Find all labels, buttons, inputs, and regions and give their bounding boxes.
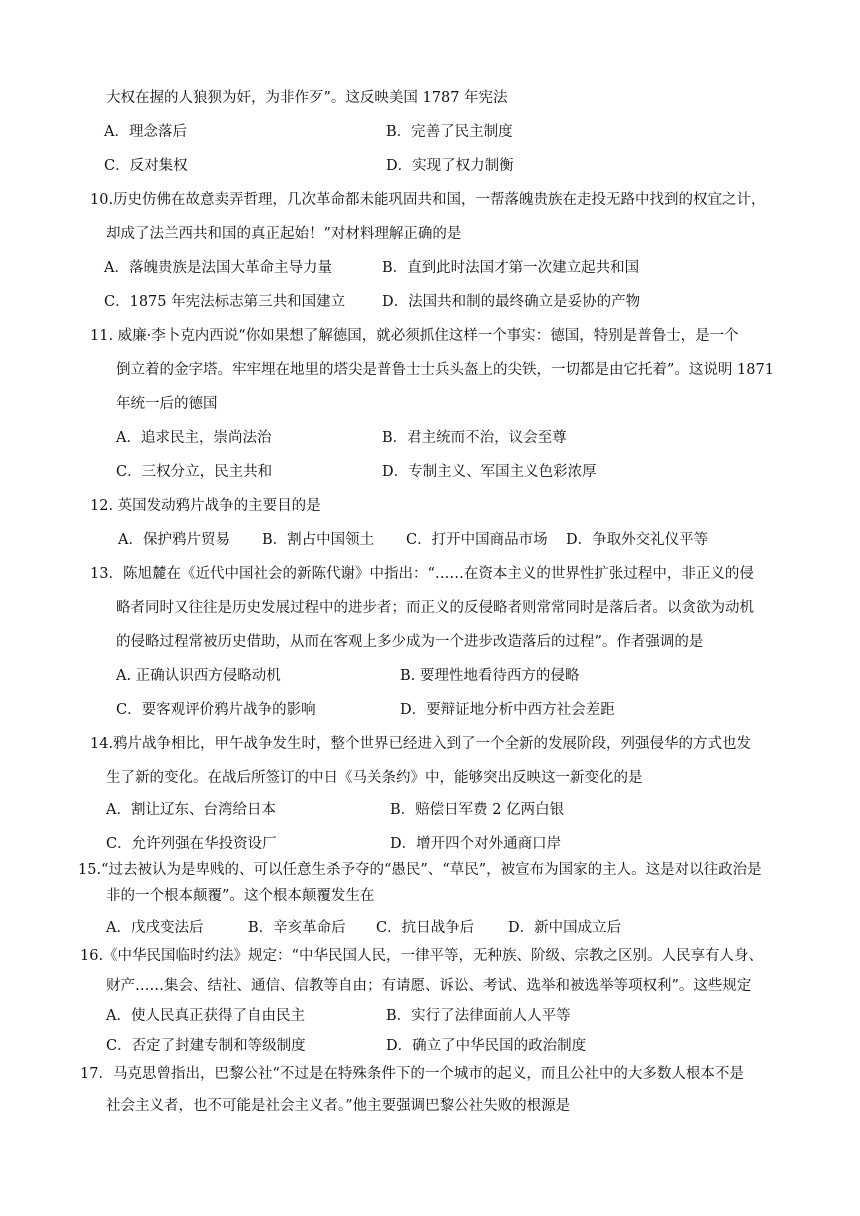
q15-option-a: A．戊戌变法后 <box>106 920 204 936</box>
q10-stem-line-2: 却成了法兰西共和国的真正起始！”对材料理解正确的是 <box>106 226 462 242</box>
q9-option-b: B．完善了民主制度 <box>386 124 513 140</box>
q16-option-d: D．确立了中华民国的政治制度 <box>386 1038 587 1054</box>
q11-stem-line-1: 11. 威廉·李卜克内西说“你如果想了解德国，就必须抓住这样一个事实：德国，特别是普鲁士，是一个 <box>90 328 739 344</box>
q16-stem-line-1: 16.《中华民国临时约法》规定：“中华民国人民，一律平等，无种族、阶级、宗教之区别。人民享有人身、 <box>80 948 763 964</box>
q14-option-c: C．允许列强在华投资设厂 <box>106 836 277 852</box>
q17-stem-line-2: 社会主义者，也不可能是社会主义者。”他主要强调巴黎公社失败的根源是 <box>106 1098 571 1114</box>
q16-option-b: B．实行了法律面前人人平等 <box>386 1008 571 1024</box>
q16-option-c: C．否定了封建专制和等级制度 <box>106 1038 306 1054</box>
q14-option-a: A．割让辽东、台湾给日本 <box>106 802 276 818</box>
q12-option-c: C．打开中国商品市场 <box>406 532 548 548</box>
q10-option-b: B．直到此时法国才第一次建立起共和国 <box>382 260 640 276</box>
q12-stem-line: 12. 英国发动鸦片战争的主要目的是 <box>90 498 321 514</box>
q13-option-b: B. 要理性地看待西方的侵略 <box>400 668 580 684</box>
q13-stem-line-1: 13．陈旭麓在《近代中国社会的新陈代谢》中指出：“……在资本主义的世界性扩张过程中，非正义的侵 <box>90 566 754 582</box>
q9-stem-line: 大权在握的人狼狈为奸，为非作歹”。这反映美国 1787 年宪法 <box>106 90 508 106</box>
q9-option-c: C．反对集权 <box>104 158 188 174</box>
q12-option-b: B．割占中国领土 <box>262 532 375 548</box>
q13-option-d: D．要辩证地分析中西方社会差距 <box>400 702 615 718</box>
q12-option-d: D．争取外交礼仪平等 <box>566 532 709 548</box>
q17-stem-line-1: 17．马克思曾指出，巴黎公社“不过是在特殊条件下的一个城市的起义，而且公社中的大多数人根本不是 <box>80 1066 744 1082</box>
q10-option-c: C．1875 年宪法标志第三共和国建立 <box>104 294 346 310</box>
q10-option-d: D．法国共和制的最终确立是妥协的产物 <box>382 294 641 310</box>
q13-stem-line-3: 的侵略过程常被历史借助，从而在客观上多少成为一个进步改造落后的过程”。作者强调的是 <box>116 634 704 650</box>
q13-stem-line-2: 略者同时又往往是历史发展过程中的进步者；而正义的反侵略者则常常同时是落后者。以贪欲为动机 <box>116 600 754 616</box>
q15-stem-line-2: 非的一个根本颠覆”。这个根本颠覆发生在 <box>106 888 375 904</box>
q11-stem-line-2: 倒立着的金字塔。牢牢埋在地里的塔尖是普鲁士士兵头盔上的尖铁，一切都是由它托着”。这说明 1871 <box>116 362 774 378</box>
q14-option-b: B．赔偿日军费 2 亿两白银 <box>390 802 565 818</box>
q9-option-a: A．理念落后 <box>104 124 187 140</box>
q11-option-d: D．专制主义、军国主义色彩浓厚 <box>382 464 597 480</box>
q16-option-a: A．使人民真正获得了自由民主 <box>106 1008 305 1024</box>
q10-stem-line-1: 10.历史仿佛在故意卖弄哲理，几次革命都未能巩固共和国，一帮落魄贵族在走投无路中找到的权宜之计， <box>90 192 766 208</box>
q11-stem-line-3: 年统一后的德国 <box>116 396 218 412</box>
q9-option-d: D．实现了权力制衡 <box>386 158 514 174</box>
q14-stem-line-2: 生了新的变化。在战后所签订的中日《马关条约》中，能够突出反映这一新变化的是 <box>106 770 643 786</box>
q15-stem-line-1: 15.“过去被认为是卑贱的、可以任意生杀予夺的“愚民”、“草民”，被宣布为国家的主人。这是对以往政治是 <box>78 862 762 878</box>
q13-option-c: C．要客观评价鸦片战争的影响 <box>116 702 316 718</box>
q11-option-c: C．三权分立，民主共和 <box>116 464 273 480</box>
q15-option-b: B．辛亥革命后 <box>248 920 346 936</box>
q12-option-a: A．保护鸦片贸易 <box>118 532 230 548</box>
q10-option-a: A．落魄贵族是法国大革命主导力量 <box>104 260 332 276</box>
q15-option-d: D．新中国成立后 <box>508 920 622 936</box>
q13-option-a: A. 正确认识西方侵略动机 <box>116 668 281 684</box>
q14-stem-line-1: 14.鸦片战争相比，甲午战争发生时，整个世界已经进入到了一个全新的发展阶段，列强侵华的方式也发 <box>90 736 752 752</box>
q16-stem-line-2: 财产……集会、结社、通信、信教等自由；有请愿、诉讼、考试、选举和被选举等项权利”。这些规定 <box>106 978 752 994</box>
q14-option-d: D．增开四个对外通商口岸 <box>390 836 562 852</box>
q15-option-c: C．抗日战争后 <box>376 920 475 936</box>
q11-option-a: A．追求民主，崇尚法治 <box>116 430 272 446</box>
q11-option-b: B．君主统而不治，议会至尊 <box>382 430 567 446</box>
